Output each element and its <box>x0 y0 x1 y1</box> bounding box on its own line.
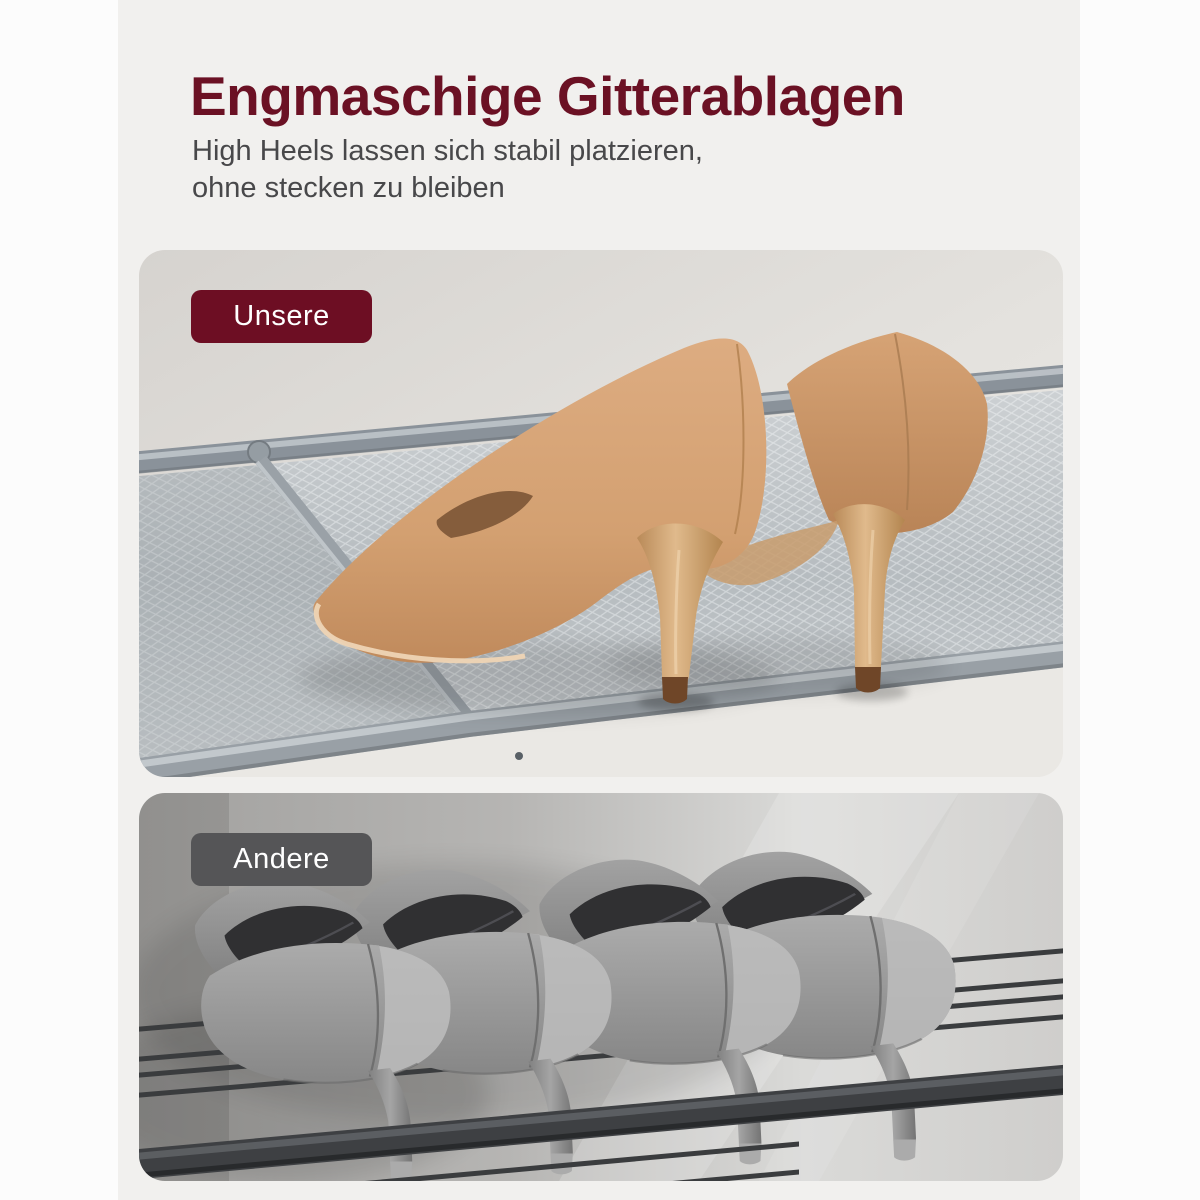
heel-tip <box>855 667 881 693</box>
page-title: Engmaschige Gitterablagen <box>190 65 905 127</box>
comparison-panel-ours <box>139 250 1063 777</box>
subtitle-line-1: High Heels lassen sich stabil platzieren, <box>192 135 703 167</box>
badge-others: Andere <box>191 833 372 886</box>
heel-tip <box>662 677 688 704</box>
subtitle-line-2: ohne stecken zu bleiben <box>192 172 505 204</box>
badge-ours: Unsere <box>191 290 372 343</box>
page-subtitle <box>192 133 703 207</box>
screw <box>515 752 523 760</box>
comparison-panel-others <box>139 793 1063 1181</box>
